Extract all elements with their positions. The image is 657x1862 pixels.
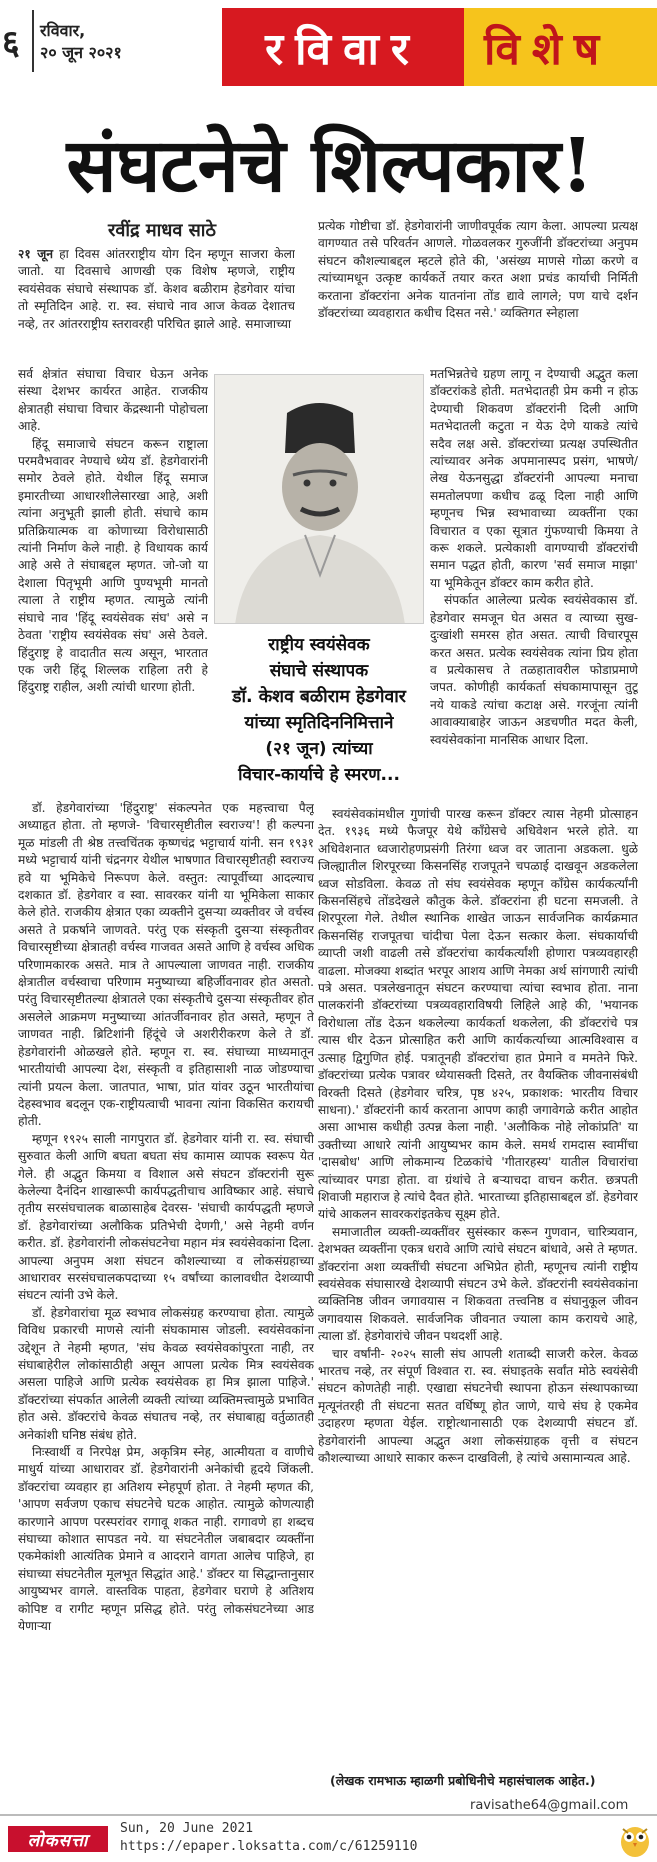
paragraph: चार वर्षांनी- २०२५ साली संघ आपली शताब्दी साजरी करेल. केवळ भारतच नव्हे, तर संपूर्ण विश्वात रा. स्व. संघाइतके सर्वांत मोठे स्वयंसेवी संघटन कोणतेही नाही. एखाद्या संघटनेची स्थापना होऊन संस्थापकाच्या मृत्यूनंतरही ती संघटना सतत वर्धिष्णू होत जाणे, याचे संघ हे एकमेव उदाहरण म्हणता येईल. राष्ट्रोत्थानासाठी एक देशव्यापी संघटन डॉ. हेडगेवारांनी आपल्या अद्भुत अशा लोकसंग्राहक वृत्ती व संघटन कौशल्याच्या आधारे साकार करून दाखविली, हे त्यांचे असामान्यत्व आहे.: [318, 1346, 638, 1466]
page-number: ६: [2, 23, 20, 63]
issue-full-date: २० जून २०२१: [40, 43, 122, 62]
lead-date: २१ जून: [18, 247, 54, 261]
article-byline: रवींद्र माधव साठे: [108, 220, 216, 241]
paragraph: प्रत्येक गोष्टीचा डॉ. हेडगेवारांनी जाणीवपूर्वक त्याग केला. आपल्या प्रत्यक्ष वागण्यात तसे परिवर्तन आणले. गोळवलकर गुरुजींनी डॉक्टरांच्या अनुपम संघटन कौशल्याबद्दल म्हटले होते की, 'असंख्य माणसे गोळा करणे व त्यांच्यामधून उत्कृष्ट कार्यकर्ते तयार करत अशा प्रचंड कार्याची निर्मिती करताना डॉक्टरांना अनेक यातनांना तोंड द्यावे लागले; पण याचे दर्शन डॉक्टरांच्या व्यवहारात कधीच दिसत नसे.' व्यक्तिगत स्नेहाला: [318, 219, 638, 321]
portrait-photo: [214, 374, 424, 624]
caption-line: विचार-कार्याचे हे स्मरण...: [238, 765, 400, 785]
page-header: [0, 0, 657, 86]
section-banner-vishesh: विशेष: [464, 8, 657, 86]
caption-line: संघाचे संस्थापक: [269, 661, 369, 681]
footer-divider: [0, 1814, 657, 1816]
article-column-right-narrow: [430, 366, 638, 806]
caption-line: यांच्या स्मृतिदिननिमित्ताने: [244, 713, 394, 733]
article-column-left-lower: [18, 800, 314, 1800]
section-banner-ravivar: रविवार: [222, 8, 464, 86]
article-column-left-narrow: [18, 366, 208, 800]
loksatta-logo[interactable]: लोकसत्ता: [8, 1826, 108, 1852]
article-column-right-lower: [318, 806, 638, 1806]
paragraph: डॉ. हेडगेवारांचा मूळ स्वभाव लोकसंग्रह करण्याचा होता. त्यामुळे विविध प्रकारची माणसे त्यांनी संघकामास जोडली. स्वयंसेवकांना उद्देशून ते नेहमी म्हणत, 'संघ केवळ स्वयंसेवकांपुरता नाही, तर संघाबाहेरील लोकांसाठीही असून आपला प्रत्येक मित्र स्वयंसेवक असला पाहिजे आणि प्रत्येक स्वयंसेवक हा मित्र झाला पाहिजे.' डॉक्टरांच्या संपर्कात आलेली व्यक्ती त्यांच्या व्यक्तिमत्त्वामुळे प्रभावित होत असे. डॉक्टरांचे केवळ संघातच नव्हे, तर संघाबाह्य वर्तुळातही अनेकांशी घनिष्ठ संबंध होते.: [18, 1305, 314, 1442]
footer-url[interactable]: https://epaper.loksatta.com/c/61259110: [120, 1839, 418, 1854]
page-footer: [0, 1818, 657, 1862]
caption-line: डॉ. केशव बळीराम हेडगेवार: [232, 687, 406, 707]
caption-line: राष्ट्रीय स्वयंसेवक: [268, 635, 370, 655]
paragraph: हिंदू समाजाचे संघटन करून राष्ट्राला परमवैभवावर नेण्याचे ध्येय डॉ. हेडगेवारांनी समोर ठेवले होते. येथील हिंदू समाज इमारतीच्या आधारशीलेसारखा आहे, अशी त्यांना अनुभूती झाली होती. संघाचे काम प्रतिक्रियात्मक वा कोणाच्या विरोधासाठी त्यांनी निर्माण केले नाही. हे विधायक कार्य आहे असे ते संघाबद्दल म्हणत. जो-जो या देशाला पितृभूमी आणि पुण्यभूमी मानतो त्याला ते राष्ट्रीय म्हणत. त्यामुळे त्यांनी संघाचे नाव 'हिंदू स्वयंसेवक संघ' असे न ठेवता 'राष्ट्रीय स्वयंसेवक संघ' असे ठेवले. हिंदुराष्ट्र हे वादातीत सत्य असून, भारतात एक जरी हिंदू शिल्लक राहिला तरी हे हिंदुराष्ट्र राहील, अशी त्यांची धारणा होती.: [18, 436, 208, 695]
photo-caption: [210, 632, 428, 802]
author-note: (लेखक रामभाऊ म्हाळगी प्रबोधिनीचे महासंचालक आहेत.): [330, 1773, 596, 1788]
intro-text: हा दिवस आंतरराष्ट्रीय योग दिन म्हणून साजरा केला जातो. या दिवसाचे आणखी एक विशेष म्हणजे, राष्ट्रीय स्वयंसेवक संघाचे संस्थापक डॉ. केशव बळीराम हेडगेवार यांचा तो स्मृतिदिन आहे. रा. स्व. संघाचे नाव आज केवळ देशातच नव्हे, तर आंतरराष्ट्रीय स्तरावरही परिचित झाले आहे. समाजाच्या: [18, 247, 295, 331]
paragraph: संपर्कात आलेल्या प्रत्येक स्वयंसेवकास डॉ. हेडगेवार समजून घेत असत व त्याच्या सुख-दुःखांशी समरस होत असत. त्याची विचारपूस करत असत. प्रत्येक स्वयंसेवक त्यांना प्रिय होता व प्रत्येकासच ते तळहातावरील फोडाप्रमाणे जपत. कोणीही कार्यकर्ता संघकामापासून तुटू नये याकडे त्यांचा कटाक्ष असे. गरजूंना त्यांनी आवाक्याबाहेर जाऊन अडचणीत मदत केली, स्वयंसेवकांना मानसिक आधार दिला.: [430, 593, 638, 747]
paragraph: डॉ. हेडगेवारांच्या 'हिंदुराष्ट्र' संकल्पनेत एक महत्त्वाचा पैलू अध्याहृत होता. तो म्हणजे- 'विचारसृष्टीतील स्वराज्य'! ही कल्पना मूळ मांडली ती श्रेष्ठ तत्त्वचिंतक कृष्णचंद्र भट्टाचार्य यांनी. सन १९३१ मध्ये भट्टाचार्य यांनी चंद्रनगर येथील भाषणात विचारसृष्टीतही स्वराज्य हवे या भूमिकेचे निरूपण केले. वस्तुत: त्यापूर्वीच्या आदल्याच दशकात डॉ. हेडगेवार व स्वा. सावरकर यांनी या भूमिकेला साकार केले होते. राजकीय क्षेत्रात एका व्यक्तीने दुसऱ्या व्यक्तीवर जे वर्चस्व असते ते प्रकर्षाने जाणवते. परंतु एक संस्कृती दुसऱ्या संस्कृतीवर विचारसृष्टीच्या क्षेत्रातही वर्चस्व गाजवत असते आणि हे वर्चस्व अधिक परिणामकारक असते. मात्र ते आपल्याला जाणवत नाही. राजकीय क्षेत्रातील वर्चस्वाचा परिणाम मनुष्याच्या बहिर्जीवनावर होत असतो. परंतु विचारसृष्टीतल्या क्षेत्रातले एका संस्कृतीचे दुसऱ्या संस्कृतीवर होत असलेले आक्रमण मनुष्याच्या आंतर्जीवनावर होत असते, म्हणून ते जाणवत नाही. ब्रिटिशांनी हिंदूंचे जे अशरीरीकरण केले ते डॉ. हेडगेवारांनी ओळखले होते. म्हणून रा. स्व. संघाच्या माध्यमातून भारतीयांची आपल्या देश, संस्कृती व इतिहासाशी नाळ जोडण्याचा त्यांनी प्रयत्न केला. जातपात, भाषा, प्रांत यांवर उठून भारतीयांचा देहस्वभाव बदलून एक-राष्ट्रीयत्वाची भावना त्यांना विकसित करायची होती.: [18, 801, 314, 1129]
portrait-illustration: [215, 375, 424, 624]
paragraph: स्वयंसेवकांमधील गुणांची पारख करून डॉक्टर त्यास नेहमी प्रोत्साहन देत. १९३६ मध्ये फैजपूर येथे काँग्रेसचे अधिवेशन भरले होते. या अधिवेशनात ध्वजारोहणप्रसंगी तिरंगा ध्वज वर जाताना अडकला. धुळे जिल्ह्यातील शिरपूरच्या किसनसिंह राजपूतने चपळाई दाखवून अडकलेला ध्वज सोडविला. केवळ तो संघ स्वयंसेवक म्हणून काँग्रेस कार्यकर्त्यांनी किसनसिंहचे तोंडदेखले कौतुक केले. डॉक्टरांना ही घटना समजली. ते शिरपूरला गेले. तेथील स्थानिक शाखेत जाऊन सार्वजनिक कार्यक्रमात किसनसिंह राजपूतचा चांदीचा पेला देऊन सत्कार केला. संघकार्याची व्याप्ती जशी वाढली तसे डॉक्टरांचा कार्यकर्त्यांशी होणारा पत्रव्यवहारही वाढला. मोजक्या शब्दांत भरपूर आशय आणि नेमका अर्थ सांगणारी त्यांची पत्रे असत. पत्रलेखनातून संघटन करण्याचा त्यांचा स्वभाव होता. नाना पालकरांनी डॉक्टरांच्या पत्रव्यवहाराविषयी लिहिले आहे की, 'भयानक विरोधाला तोंड देऊन थकलेल्या कार्यकर्ता थकलेला, की डॉक्टरांचे पत्र त्यास धीर देऊन प्रोत्साहित करी आणि कार्यकर्त्याच्या आत्मविश्वास व उत्साह द्विगुणित होई. पत्रातूनही डॉक्टरांचा हात प्रेमाने व ममतेने फिरे. डॉक्टरांच्या प्रत्येक पत्रावर ध्येयासक्ती दिसते, तर वैयक्तिक जीवनासंबंधी विरक्ती दिसते (हेडगेवार चरित्र, पृष्ठ ४२५, प्रकाशक: भारतीय विचार साधना).' डॉक्टरांनी कार्य करताना आपण काही जगावेगळे करीत आहोत असा आभास कधीही उत्पन्न केला नाही. 'अलौकिक नोहे लोकांप्रति' या उक्तीच्या आधारे त्यांनी आयुष्यभर काम केले. समर्थ रामदास स्वामींचा 'दासबोध' आणि लोकमान्य टिळकांचे 'गीतारहस्य' यातील विचारांचा त्यांच्यावर पगडा होता. वा ग्रंथांचे ते बऱ्याचदा वाचन करीत. छत्रपती शिवाजी महाराज हे त्यांचे दैवत होते. भारताच्या इतिहासाबद्दल डॉ. हेडगेवार यांचे आकलन सावरकरांइतकेच सूक्ष्म होते.: [318, 807, 638, 1222]
header-divider: [32, 10, 34, 72]
issue-day: रविवार,: [40, 21, 86, 40]
paragraph: मतभिन्नतेचे ग्रहण लागू न देण्याची अद्भुत कला डॉक्टरांकडे होती. मतभेदातही प्रेम कमी न होऊ देण्याची शिकवण डॉक्टरांनी दिली आणि मतभेदातली कटुता न येऊ देणे याकडे त्यांचे सदैव लक्ष असे. डॉक्टरांच्या प्रत्यक्ष उपस्थितीत त्यांच्यावर अनेक अपमानास्पद प्रसंग, भाषणे/लेख येऊनसुद्धा डॉक्टरांनी आपल्या मनाचा समतोलपणा कधीच ढळू दिला नाही आणि म्हणूनच भिन्न स्वभावाच्या व्यक्तींना एका विचारात व एका सूत्रात गुंफण्याची किमया ते करू शकले. प्रत्येकाशी वागण्याची डॉक्टरांची समान पद्धत होती, कारण 'सर्व समाज माझा' या भूमिकेतून डॉक्टर काम करीत होते.: [430, 367, 638, 590]
article-column-right-top: [318, 218, 638, 366]
caption-line: (२१ जून) त्यांच्या: [265, 739, 373, 759]
article-column-left-top: [18, 246, 295, 366]
author-email[interactable]: ravisathe64@gmail.com: [470, 1798, 629, 1813]
paragraph: समाजातील व्यक्ती-व्यक्तींवर सुसंस्कार करून गुणवान, चारित्र्यवान, देशभक्त व्यक्तींना एकत्र धरावे आणि त्यांचे संघटन बांधावे, असे ते म्हणत. डॉक्टरांना अशा व्यक्तींची संघटना अभिप्रेत होती, म्हणूनच त्यांनी राष्ट्रीय स्वयंसेवक संघासारखे देशव्यापी संघटन उभे केले. डॉक्टरांनी स्वयंसेवकांना व्यक्तिनिष्ठ जीवन जगावयास न शिकवता तत्त्वनिष्ठ व संघानुकूल जीवन जगावयास शिकवले. सार्वजनिक जीवनात ज्याला काम करायचे आहे, त्याला डॉ. हेडगेवारांचे जीवन पथदर्शी आहे.: [318, 1224, 638, 1344]
article-headline: संघटनेचे शिल्पकार!: [66, 123, 594, 209]
paragraph: निःस्वार्थी व निरपेक्ष प्रेम, अकृत्रिम स्नेह, आत्मीयता व वाणीचे माधुर्य यांच्या आधारावर डॉ. हेडगेवारांनी अनेकांची हृदये जिंकली. डॉक्टरांचा व्यवहार हा अतिशय स्नेहपूर्ण होता. ते नेहमी म्हणत की, 'आपण सर्वजण एकाच संघटनेचे घटक आहोत. त्यामुळे कोणत्याही कारणाने आपण परस्परांवर रागावू शकत नाही. रागावणे हा शब्दच संघाच्या कोशात सापडत नये. या संघटनेतील जबाबदार व्यक्तींना एकमेकांशी आत्यंतिक प्रेमाने व आदराने वागता आलेच पाहिजे, हा संघाच्या संघटनेतील मूलभूत सिद्धांत आहे.' डॉक्टर या सिद्धान्तानुसार आयुष्यभर वागले. वास्तविक पाहता, हेडगेवार घराणे हे अतिशय कोपिष्ट व रागीट म्हणून प्रसिद्ध होते. परंतु लोकसंघटनेच्या आड येणाऱ्या: [18, 1445, 314, 1634]
footer-date: Sun, 20 June 2021: [120, 1821, 254, 1836]
owl-icon: [618, 1820, 652, 1858]
paragraph-intro: [18, 246, 295, 333]
paragraph: म्हणून १९२५ साली नागपुरात डॉ. हेडगेवार यांनी रा. स्व. संघाची सुरुवात केली आणि बघता बघता संघ कामास व्यापक स्वरूप येत गेले. ही अद्भुत किमया व विशाल असे संघटन डॉक्टरांनी सुरू केलेल्या दैनंदिन शाखारूपी कार्यपद्धतीचाच आविष्कार आहे. संघाचे तृतीय सरसंघचालक बाळासाहेब देवरस- 'संघाची कार्यपद्धती म्हणजे डॉ. हेडगेवारांच्या अलौकिक प्रतिभेची देणगी,' असे नेहमी वर्णन करीत. डॉ. हेडगेवारांनी लोकसंघटनेचा महान मंत्र स्वयंसेवकांना दिला. आपल्या अनुपम अशा संघटन कौशल्याच्या व लोकसंग्रहाच्या आधारावर सरसंघचालकपदाच्या १५ वर्षांच्या कालावधीत देशव्यापी संघटन त्यांनी उभे केले.: [18, 1131, 314, 1303]
paragraph: सर्व क्षेत्रांत संघाचा विचार घेऊन अनेक संस्था देशभर कार्यरत आहेत. राजकीय क्षेत्रातही संघाचा विचार केंद्रस्थानी पोहोचला आहे.: [18, 367, 208, 434]
issue-date: [40, 20, 122, 64]
